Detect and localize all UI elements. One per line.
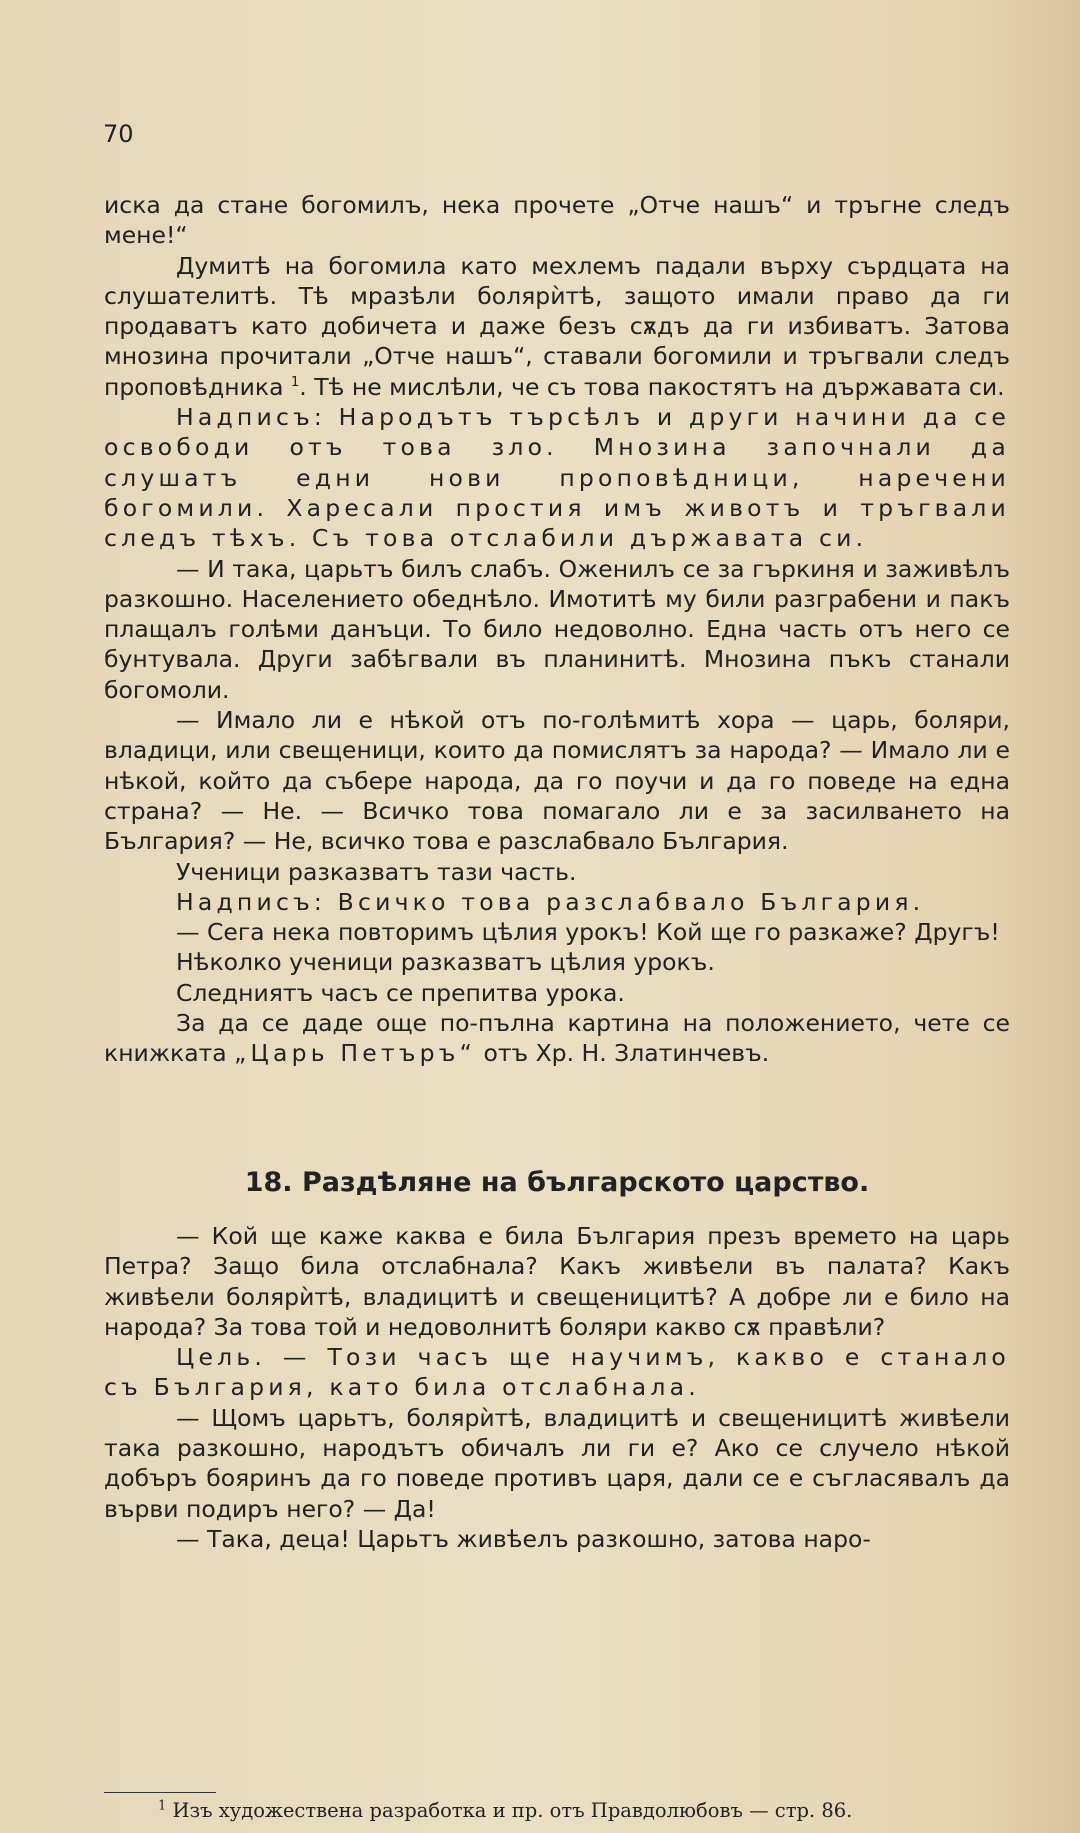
paragraph-text: Думитѣ на богомила като мехлемъ падали върху сърдцата на слушателитѣ. Тѣ мразѣли болярѝтѣ, защото имали право да ги продаватъ като добичета и даже безъ сѫдъ да ги избиватъ. Затова мнозина прочитали „Отче нашъ“, ставали богомили и тръгвали следъ проповѣдника bbox=[104, 251, 1010, 401]
paragraph: — Имало ли е нѣкой отъ по-голѣмитѣ хора — царь, боляри, владици, или свещеници, които да помислятъ за народа? — Имало ли е нѣкой, който да събере народа, да го поучи и да го поведе на една страна? — Не. — Всичко това помагало ли е за засилването на България? — Не, всичко това е разслабвало България. bbox=[104, 706, 1010, 856]
footnote-text: Изъ художествена разработка и пр. отъ Правдолюбовъ — стр. 86. bbox=[172, 1799, 853, 1822]
footnote-marker: 1 bbox=[158, 1798, 167, 1814]
paragraph: Следниятъ часъ се препитва урока. bbox=[176, 978, 625, 1007]
paragraph: — Щомъ царьтъ, болярѝтѣ, владицитѣ и свещеницитѣ живѣели така разкошно, народътъ обичалъ ли ги е? Ако се случело нѣкой добъръ бояринъ да го поведе противъ царя, дали се е съгласявалъ да върви подиръ него? — Да! bbox=[104, 1403, 1010, 1523]
footnote bbox=[158, 1799, 1008, 1822]
paragraph-inscription: Надписъ: Народътъ търсѣлъ и други начини да се освободи отъ това зло. Мнозина започнали да слушатъ едни нови проповѣдници, наречени богомили. Харесали простия имъ животъ и тръгвали следъ тѣхъ. Съ това отслабили държавата си. bbox=[104, 403, 1010, 553]
body-text-section-1 bbox=[104, 190, 1010, 1069]
paragraph: — И така, царьтъ билъ слабъ. Оженилъ се за гъркиня и заживѣлъ разкошно. Населението обеднѣло. Имотитѣ му били разграбени и пакъ плащалъ голѣми данъци. То било недоволно. Една часть отъ него се бунтувала. Други забѣгвали въ планинитѣ. Мнозина пъкъ станали богомоли. bbox=[104, 554, 1010, 704]
body-text-section-2 bbox=[104, 1221, 1010, 1554]
paragraph: — Така, деца! Царьтъ живѣелъ разкошно, затова наро- bbox=[176, 1524, 871, 1553]
paragraph: Ученици разказватъ тази часть. bbox=[176, 857, 577, 886]
section-heading: 18. Раздѣляне на българското царство. bbox=[244, 1167, 870, 1198]
paragraph-goal: Цель. — Този часъ ще научимъ, какво е станало съ България, като била отслабнала. bbox=[104, 1343, 1010, 1402]
paragraph: — Кой ще каже каква е била България презъ времето на царь Петра? Защо била отслабнала? Какъ живѣели въ палата? Какъ живѣели болярѝтѣ, владицитѣ и свещеницитѣ? А добре ли е било на народа? За това той и недоволнитѣ боляри какво сѫ правѣли? bbox=[104, 1222, 1010, 1341]
paragraph bbox=[104, 251, 1010, 402]
footnote-divider bbox=[104, 1792, 216, 1793]
footnote-reference: 1 bbox=[291, 374, 300, 390]
book-title: „Царь Петъръ“ bbox=[234, 1039, 476, 1068]
paragraph-text-continued: . Тѣ не мислѣли, че съ това пакостятъ на държавата си. bbox=[299, 372, 1005, 401]
paragraph-text: отъ Хр. Н. Златинчевъ. bbox=[483, 1039, 770, 1068]
paragraph-text: За да се даде още по-пълна картина на положението, чете се книжката bbox=[104, 1009, 1010, 1068]
paragraph bbox=[104, 1008, 1010, 1069]
paragraph: иска да стане богомилъ, нека прочете „Отче нашъ“ и тръгне следъ мене!“ bbox=[104, 191, 1010, 250]
page-number: 70 bbox=[103, 120, 134, 148]
paragraph: Нѣколко ученици разказватъ цѣлия урокъ. bbox=[176, 948, 715, 977]
paragraph: — Сега нека повторимъ цѣлия урокъ! Кой ще го разкаже? Другъ! bbox=[176, 918, 1000, 947]
paragraph-inscription: Надписъ: Всичко това разслабвало България. bbox=[176, 887, 925, 916]
